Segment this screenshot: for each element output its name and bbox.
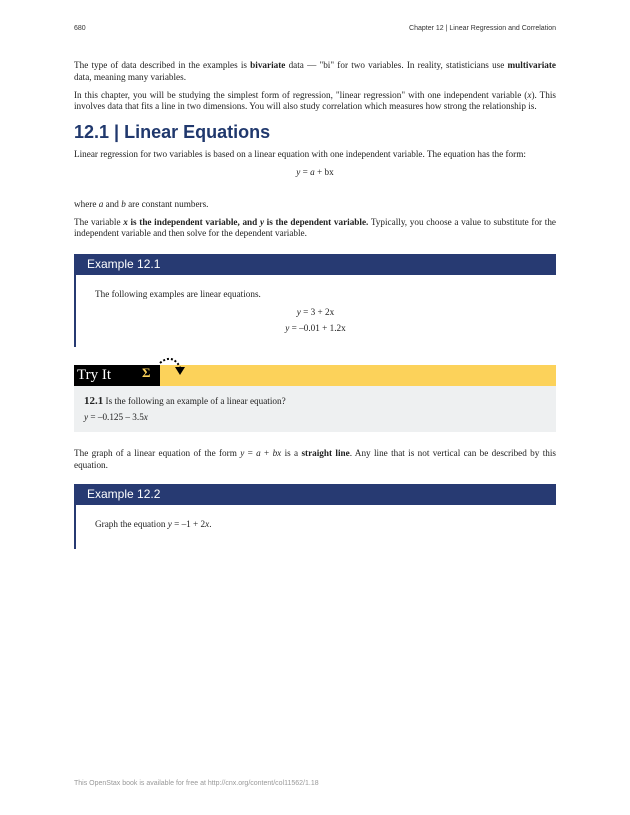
try-it-question: 12.1 Is the following an example of a linear equation? <box>84 394 286 407</box>
example-equation-2: y = –0.01 + 1.2x <box>285 322 346 333</box>
example-text: Graph the equation y = –1 + 2x. <box>95 518 212 529</box>
example-12-1 <box>74 254 556 346</box>
dotted-arrow-icon <box>158 355 188 385</box>
graph-paragraph: The graph of a linear equation of the form y = a + bx is a straight line. Any line that is not vertical can be described by this equation. <box>74 448 556 470</box>
section-title: 12.1 | Linear Equations <box>74 122 271 143</box>
try-it-label: Try It <box>74 365 160 386</box>
linear-equation-form: y = a + bx <box>296 166 334 177</box>
page-number: 680 <box>74 25 86 32</box>
section-paragraph-2: where a and b are constant numbers. <box>74 198 209 209</box>
example-text: The following examples are linear equations. <box>95 289 261 300</box>
try-it-box <box>74 365 556 433</box>
page-footer: This OpenStax book is available for free at http://cnx.org/content/col11562/1.18 <box>74 780 319 787</box>
try-it-body <box>74 386 556 433</box>
example-body <box>74 275 556 346</box>
section-paragraph-3: The variable x is the independent variable, and y is the dependent variable. Typically, you choose a value to substitute for the independent variable and then solve for the dependent variable. <box>74 216 556 239</box>
section-paragraph-1: Linear regression for two variables is based on a linear equation with one independent variable. The equation has the form: <box>74 149 526 160</box>
chapter-title: Chapter 12 | Linear Regression and Correlation <box>409 25 556 32</box>
sigma-icon: Σ <box>142 364 151 380</box>
example-12-2 <box>74 484 556 549</box>
try-it-equation: y = –0.125 – 3.5x <box>84 412 148 423</box>
try-it-banner <box>74 365 556 386</box>
page-content <box>74 60 556 549</box>
intro-paragraph-2: In this chapter, you will be studying the simplest form of regression, "linear regression" with one independent variable (x). This involves data that fits a line in two dimensions. You will also study correlation which measures how strong the relationship is. <box>74 89 556 112</box>
example-title-bar: Example 12.2 <box>74 484 556 505</box>
example-title-bar: Example 12.1 <box>74 254 556 275</box>
example-equation-1: y = 3 + 2x <box>296 306 335 317</box>
example-body <box>74 505 556 549</box>
intro-paragraph-1: The type of data described in the examples is bivariate data — "bi" for two variables. In reality, statisticians use multivariate data, meaning many variables. <box>74 60 556 82</box>
